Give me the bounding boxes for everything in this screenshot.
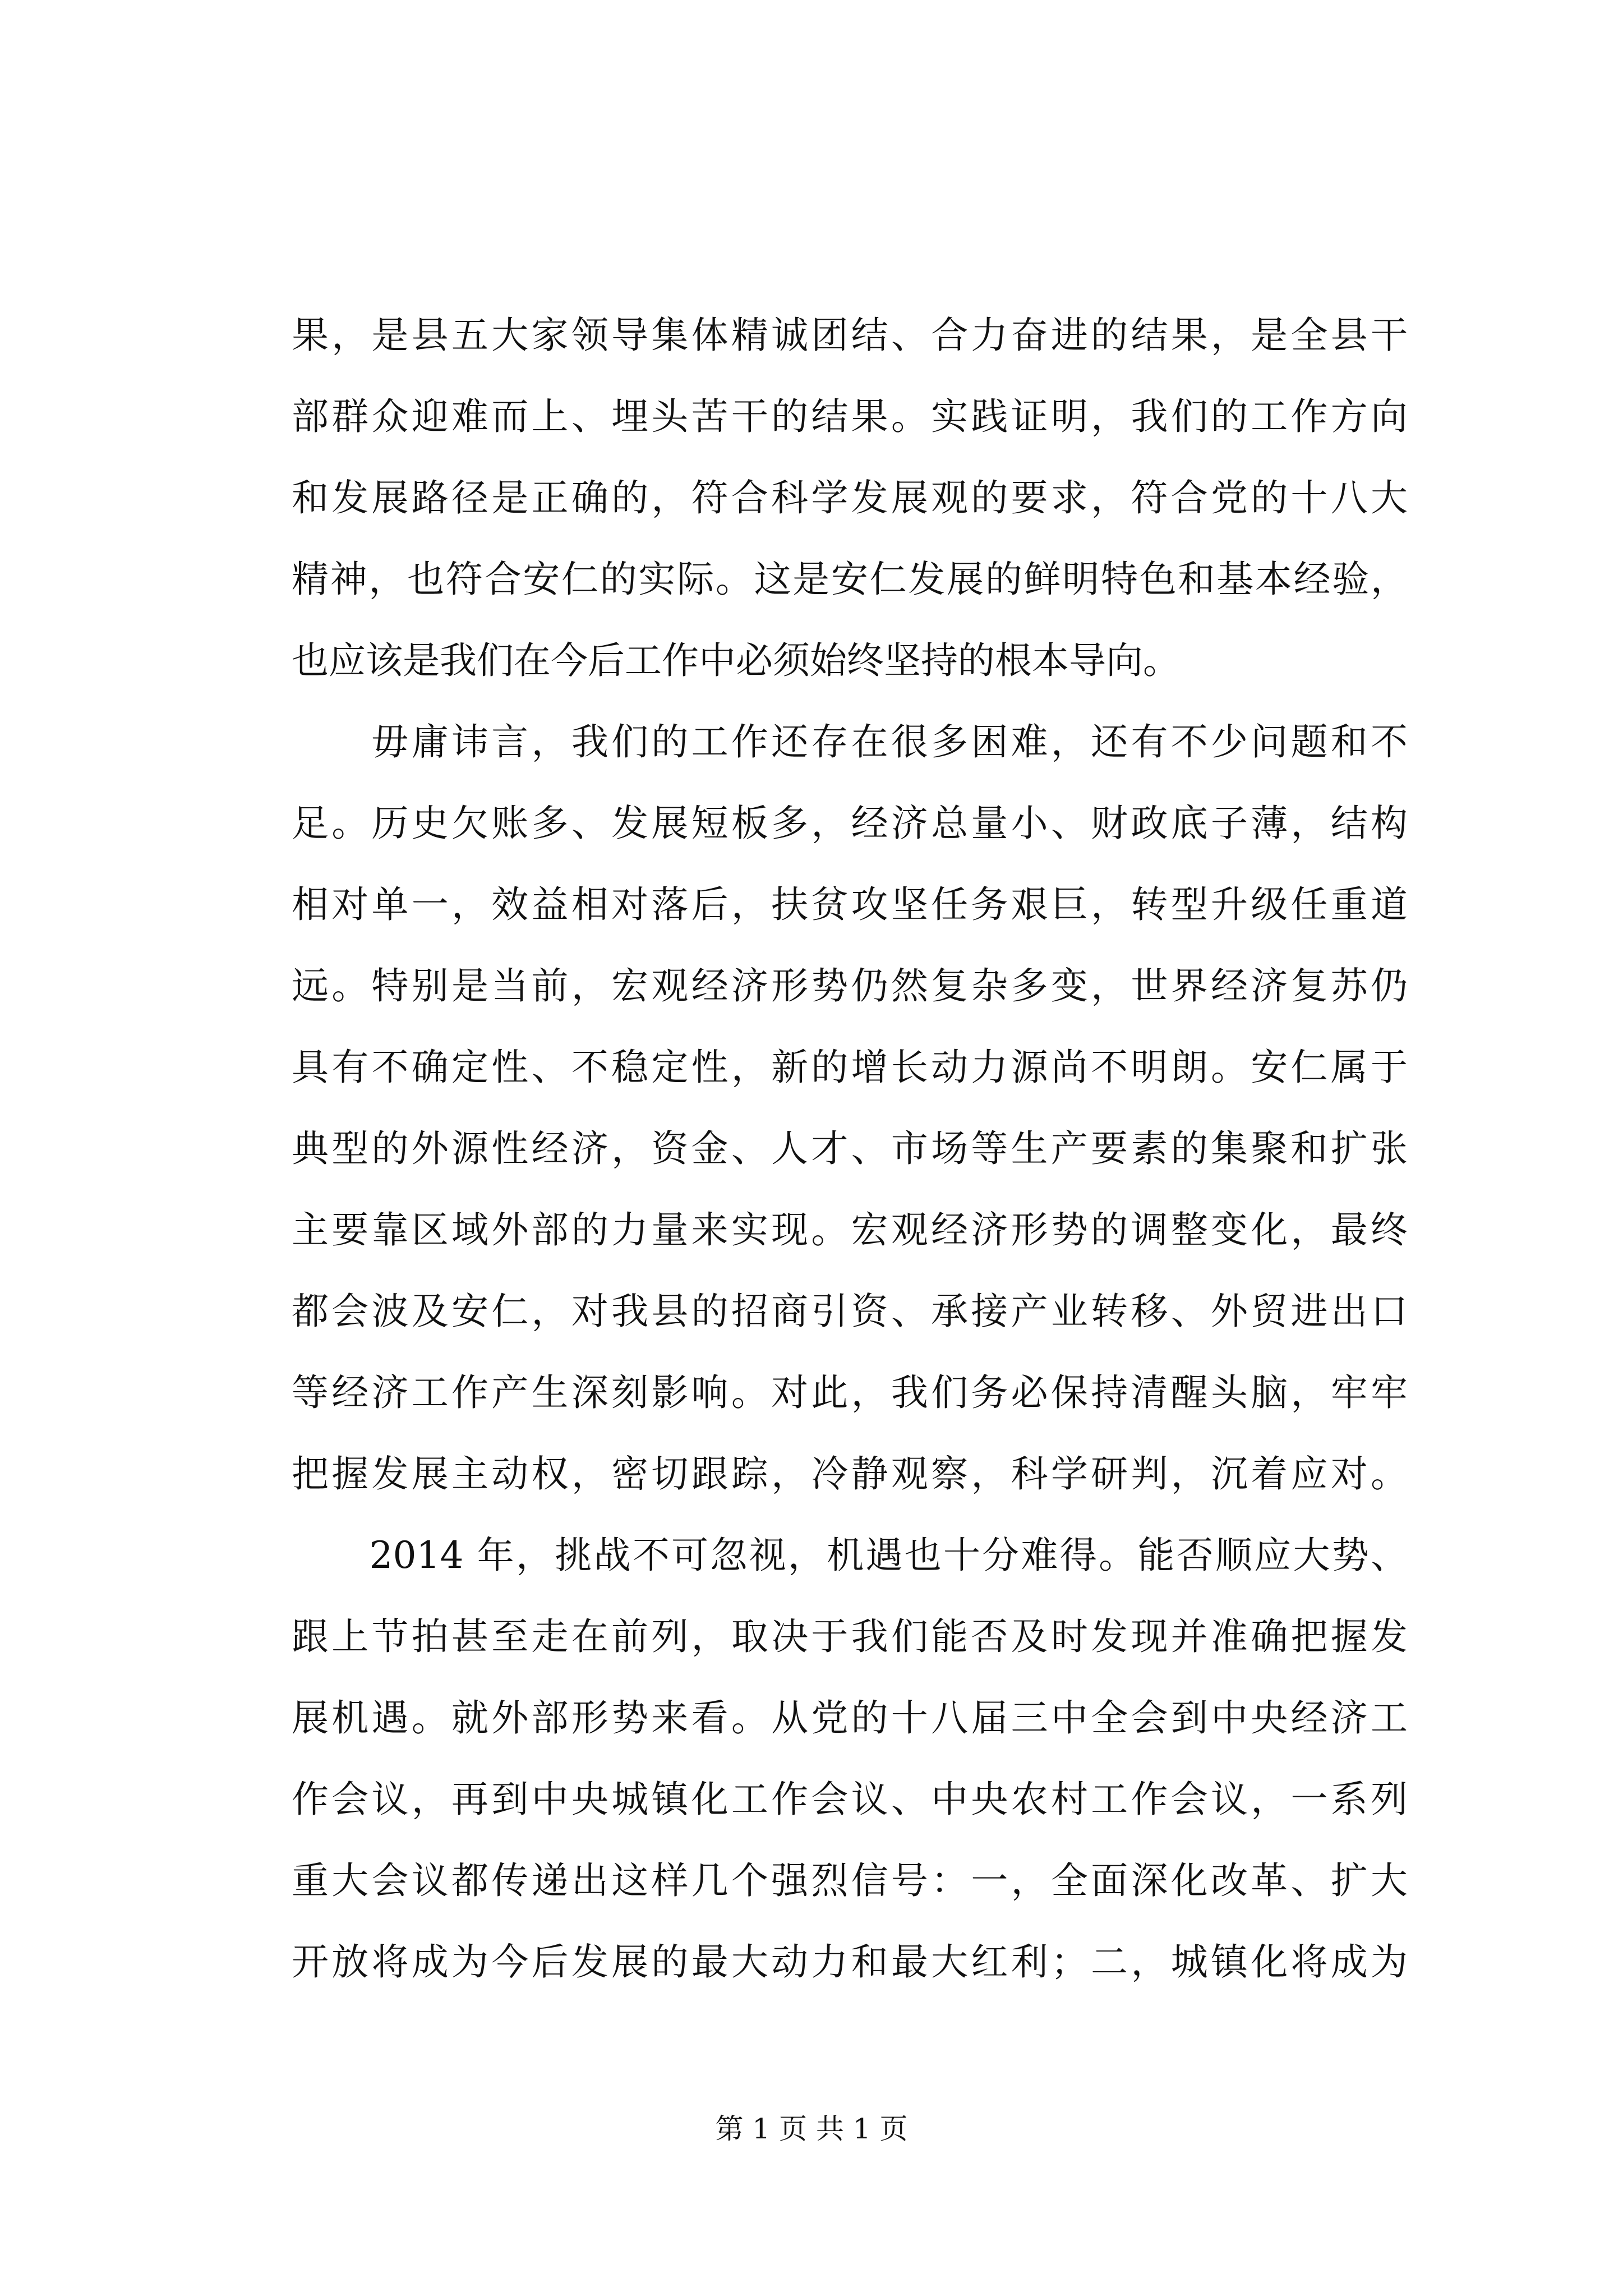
text-line: 把握发展主动权，密切跟踪，冷静观察，科学研判，沉着应对。 — [292, 1452, 1408, 1496]
text-line: 具有不确定性、不稳定性，新的增长动力源尚不明朗。安仁属于 — [292, 1046, 1408, 1089]
text-line: 2014 年，挑战不可忽视，机遇也十分难得。能否顺应大势、 — [292, 1534, 1408, 1577]
text-line: 作会议，再到中央城镇化工作会议、中央农村工作会议，一系列 — [292, 1778, 1408, 1821]
text-line: 都会波及安仁，对我县的招商引资、承接产业转移、外贸进出口 — [292, 1290, 1408, 1333]
text-line: 展机遇。就外部形势来看。从党的十八届三中全会到中央经济工 — [292, 1696, 1408, 1740]
text-line: 跟上节拍甚至走在前列，取决于我们能否及时发现并准确把握发 — [292, 1615, 1408, 1658]
text-line: 部群众迎难而上、埋头苦干的结果。实践证明，我们的工作方向 — [292, 395, 1408, 438]
text-line: 和发展路径是正确的，符合科学发展观的要求，符合党的十八大 — [292, 476, 1408, 519]
text-line: 重大会议都传递出这样几个强烈信号：一，全面深化改革、扩大 — [292, 1859, 1408, 1902]
document-body — [292, 295, 1408, 2003]
text-line: 主要靠区域外部的力量来实现。宏观经济形势的调整变化，最终 — [292, 1208, 1408, 1251]
text-line: 精神，也符合安仁的实际。这是安仁发展的鲜明特色和基本经验， — [292, 558, 1408, 601]
text-line: 开放将成为今后发展的最大动力和最大红利；二，城镇化将成为 — [292, 1940, 1408, 1984]
text-line: 远。特别是当前，宏观经济形势仍然复杂多变，世界经济复苏仍 — [292, 964, 1408, 1007]
text-line: 也应该是我们在今后工作中必须始终坚持的根本导向。 — [292, 639, 1180, 682]
text-line: 典型的外源性经济，资金、人才、市场等生产要素的集聚和扩张 — [292, 1127, 1408, 1170]
page-footer: 第 1 页 共 1 页 — [715, 2113, 908, 2145]
text-line: 果，是县五大家领导集体精诚团结、合力奋进的结果，是全县干 — [292, 314, 1408, 357]
text-line: 毋庸讳言，我们的工作还存在很多困难，还有不少问题和不 — [292, 720, 1408, 763]
text-line: 等经济工作产生深刻影响。对此，我们务必保持清醒头脑，牢牢 — [292, 1371, 1408, 1414]
text-line: 足。历史欠账多、发展短板多，经济总量小、财政底子薄，结构 — [292, 802, 1408, 845]
text-line: 相对单一，效益相对落后，扶贫攻坚任务艰巨，转型升级任重道 — [292, 883, 1408, 926]
